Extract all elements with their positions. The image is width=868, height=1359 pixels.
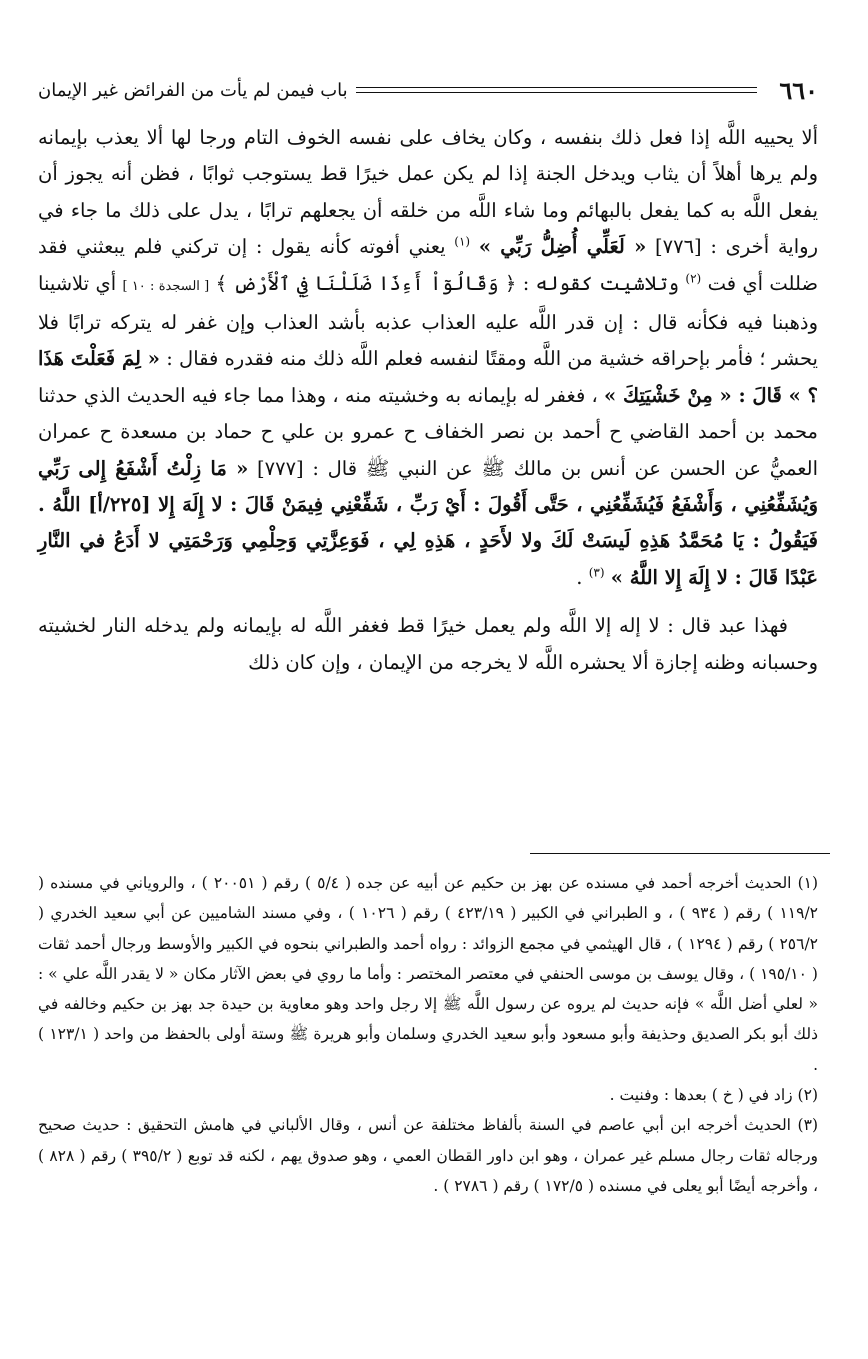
footnote-separator: [530, 853, 830, 854]
paragraph-2: فهذا عبد قال : لا إله إلا اللَّه ولم يعمل خيرًا قط فغفر اللَّه له بإيمانه ولم يدخله النار لخشيته وحسبانه وظنه إجازة ألا يحشره اللَّه لا يخرجه من الإيمان ، وإن كان ذلك: [38, 614, 818, 674]
text-segment: أي تلاشينا وذهبنا فيه فكأنه قال : إن قدر اللَّه عليه العذاب عذبه بأشد العذاب وإن غفر له يتركه ترابًا فلا يحشر ؛ فأمر بإحراقه خشية من اللَّه ومقتًا لنفسه فعلم اللَّه ذلك منه فقدره فقال :: [38, 271, 818, 371]
text-segment: ، فغفر له بإيمانه به وخشيته منه ، وهذا مما جاء فيه الحديث الذي حدثنا محمد بن أحمد القاضي ح أحمد بن نصر الخفاف ح عمرو بن علي ح حماد بن مسعدة ح عمران العميُّ عن الحسن عن أنس بن مالك ﷺ عن النبي ﷺ قال : [٧٧٧]: [38, 383, 819, 480]
hadith-quote-776: « لَعَلِّي أُضِلُّ رَبِّي »: [478, 235, 647, 259]
text-segment: وتلاشيت كقوله : ﴿ وَقَالُوٓاْ أَءِذَا ضَلَلْنَا فِي ٱلْأَرْضِ ﴾: [209, 271, 686, 295]
text-segment: يعني أفوته كأنه يقول : إن تركني فلم يبعثني فقد ضللت أي فت: [38, 235, 818, 295]
main-text: [38, 120, 818, 681]
page-header: [38, 70, 818, 110]
footnote-1: (١) الحديث أخرجه أحمد في مسنده عن بهز بن حكيم عن أبيه عن جده ( ٥/٤ ) رقم ( ٢٠٠٥١ ) ، والروياني في مسنده ( ١١٩/٢ ) رقم ( ٩٣٤ ) ، و الطبراني في الكبير ( ٤٢٣/١٩ ) رقم ( ١٠٢٦ ) ، وفي مسند الشاميين عن أبي سعيد الخدري ( ٢٥٦/٢ ) رقم ( ١٢٩٤ ) ، قال الهيثمي في مجمع الزوائد : رواه أحمد والطبراني بنحوه في الكبير والأوسط ورجال أحمد ثقات ( ١٩٥/١٠ ) ، وقال يوسف بن موسى الحنفي في معتصر المختصر : وأما ما روي في بعض الآثار مكان « لا يقدر اللَّه علي » : « لعلي أضل اللَّه » فإنه حديث لم يروه عن رسول اللَّه ﷺ إلا رجل واحد وهو معاوية بن حيدة جد بهز بن حكيم وخالفه في ذلك أبو بكر الصديق وحذيفة وأبو مسعود وأبو سعيد الخدري وسلمان وأبو هريرة ﷺ وستة أولى بالحفظ من واحد ( ١٢٣/١ ) .: [38, 874, 819, 1074]
paragraph-1: [38, 120, 818, 596]
text-segment: ألا يحييه اللَّه إذا فعل ذلك بنفسه ، وكان يخاف على نفسه الخوف التام ورجا لها ألا يعذب بإيمانه ولم يرها أهلاً أن يثاب ويدخل الجنة إذا لم يكن عمل خيرًا قط يستوجب ثوابًا ، فظن أنه يجوز أن يفعل اللَّه به كما يفعل بالبهائم وما شاء اللَّه من خلقه أن يجعلهم ترابًا ، يدل على ذلك ما جاء في رواية أخرى : [٧٧٦]: [38, 126, 818, 259]
header-rule: [356, 87, 758, 93]
footnotes: [38, 868, 818, 1201]
footnote-3: (٣) الحديث أخرجه ابن أبي عاصم في السنة بألفاظ مختلفة عن أنس ، وقال الألباني في هامش التحقيق : حديث صحيح ورجاله ثقات رجال مسلم غير عمران ، وهو ابن داور القطان العمي ، وهو صدوق يهم ، لكنه قد توبع ( ٣٩٥/٢ ) رقم ( ٨٢٨ ) ، وأخرجه أيضًا أبو يعلى في مسنده ( ١٧٢/٥ ) رقم ( ٢٧٨٦ ) .: [38, 1116, 818, 1195]
footnote-ref-1: (١): [454, 234, 471, 249]
footnote-ref-2: (٢): [685, 271, 702, 286]
hadith-quote-dialogue: « لِمَ فَعَلْتَ هَذَا ؟ » قَالَ : « مِنْ خَشْيَتِكَ »: [38, 347, 818, 407]
footnote-ref-3: (٣): [588, 565, 605, 580]
page-number: ٦٦٠: [779, 75, 818, 105]
quran-citation: [ السجدة : ١٠ ]: [122, 278, 210, 294]
text-segment: .: [576, 565, 589, 589]
running-title: باب فيمن لم يأت من الفرائض غير الإيمان: [38, 79, 348, 101]
footnote-2: (٢) زاد في ( خ ) بعدها : وفنيت .: [609, 1086, 818, 1105]
hadith-quote-777: « مَا زِلْتُ أَشْفَعُ إِلى رَبِّي وَيُشَفِّعُنِي ، وَأَشْفَعُ فَيُشَفِّعُنِي ، حَتَّى أَقُولَ : أَيْ رَبِّ ، شَفِّعْنِي فِيمَنْ قَالَ : لا إِلَهَ إِلا [٢٢٥/أ] اللَّهُ . فَيَقُولُ : يَا مُحَمَّدُ هَذِهِ لَيسَتْ لَكَ ولا لأَحَدٍ ، هَذِهِ لِي ، فَوَعِزَّتِي وَحِلْمِي وَرَحْمَتِي لا أَدَعُ في النَّارِ عَبْدًا قَالَ : لا إِلَهَ إِلا اللَّهُ »: [38, 456, 818, 589]
page: [38, 70, 818, 681]
